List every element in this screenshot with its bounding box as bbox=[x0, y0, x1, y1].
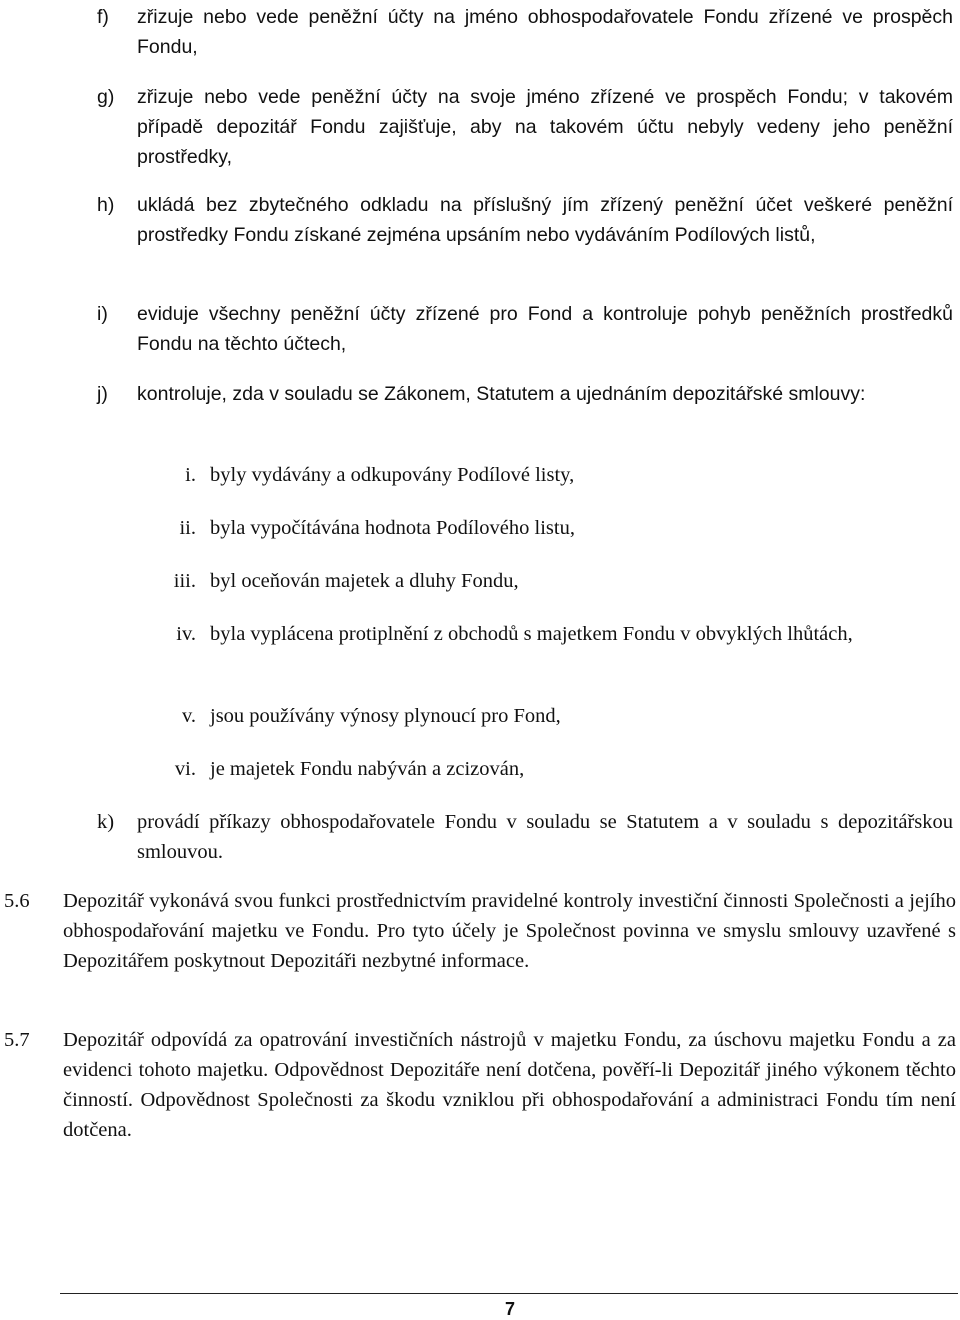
list-item-label: i) bbox=[97, 303, 108, 325]
list-item-label: j) bbox=[97, 383, 108, 405]
list-item-label: h) bbox=[97, 194, 115, 216]
sublist-item-label: v. bbox=[181, 705, 196, 727]
list-item-text: kontroluje, zda v souladu se Zákonem, Statutem a ujednáním depozitářské smlouvy: bbox=[137, 383, 866, 405]
list-item-label: f) bbox=[97, 6, 109, 28]
sublist-item-text: je majetek Fondu nabýván a zcizován, bbox=[210, 758, 525, 780]
sublist-item-text: byla vypočítávána hodnota Podílového listu, bbox=[210, 517, 575, 539]
section-number: 5.6 bbox=[4, 890, 30, 912]
section-text: Depozitář odpovídá za opatrování investičních nástrojů v majetku Fondu, za úschovu majetku Fondu a za evidenci tohoto majetku. Odpovědnost Depozitáře není dotčena, pověří-li Depozitář jiného výkonem těchto činností. Odpovědnost Společnosti za škodu vzniklou při obhospodařování a administraci Fondu tím není dotčena. bbox=[63, 1029, 956, 1141]
sublist-item-text: jsou používány výnosy plynoucí pro Fond, bbox=[210, 705, 561, 727]
footer-divider bbox=[60, 1293, 958, 1294]
list-item-label: k) bbox=[97, 811, 115, 833]
sublist-item-label: iii. bbox=[173, 570, 196, 592]
list-item-label: g) bbox=[97, 86, 115, 108]
list-item-text: provádí příkazy obhospodařovatele Fondu v souladu se Statutem a v souladu s depozitářskou smlouvou. bbox=[137, 811, 953, 863]
page-number: 7 bbox=[504, 1299, 515, 1319]
list-item-text: eviduje všechny peněžní účty zřízené pro Fond a kontroluje pohyb peněžních prostředků Fondu na těchto účtech, bbox=[137, 303, 953, 355]
sublist-item-label: ii. bbox=[179, 517, 196, 539]
list-item-text: zřizuje nebo vede peněžní účty na jméno obhospodařovatele Fondu zřízené ve prospěch Fondu, bbox=[137, 6, 953, 58]
section-number: 5.7 bbox=[4, 1029, 30, 1051]
sublist-item-text: byl oceňován majetek a dluhy Fondu, bbox=[210, 570, 519, 592]
sublist-item-label: i. bbox=[185, 464, 196, 486]
sublist-item-text: byly vydávány a odkupovány Podílové listy, bbox=[210, 464, 575, 486]
sublist-item-text: byla vyplácena protiplnění z obchodů s majetkem Fondu v obvyklých lhůtách, bbox=[210, 623, 853, 645]
sublist-item-label: iv. bbox=[176, 623, 196, 645]
list-item-text: zřizuje nebo vede peněžní účty na svoje jméno zřízené ve prospěch Fondu; v takovém případě depozitář Fondu zajišťuje, aby na takovém účtu nebyly vedeny jeho peněžní prostředky, bbox=[137, 86, 953, 168]
list-item-text: ukládá bez zbytečného odkladu na příslušný jím zřízený peněžní účet veškeré peněžní prostředky Fondu získané zejména upsáním nebo vydáváním Podílových listů, bbox=[137, 194, 953, 246]
sublist-item-label: vi. bbox=[174, 758, 196, 780]
section-text: Depozitář vykonává svou funkci prostřednictvím pravidelné kontroly investiční činnosti Společnosti a jejího obhospodařování majetku ve Fondu. Pro tyto účely je Společnost povinna ve smyslu smlouvy uzavřené s Depozitářem poskytnout Depozitáři nezbytné informace. bbox=[63, 890, 956, 972]
